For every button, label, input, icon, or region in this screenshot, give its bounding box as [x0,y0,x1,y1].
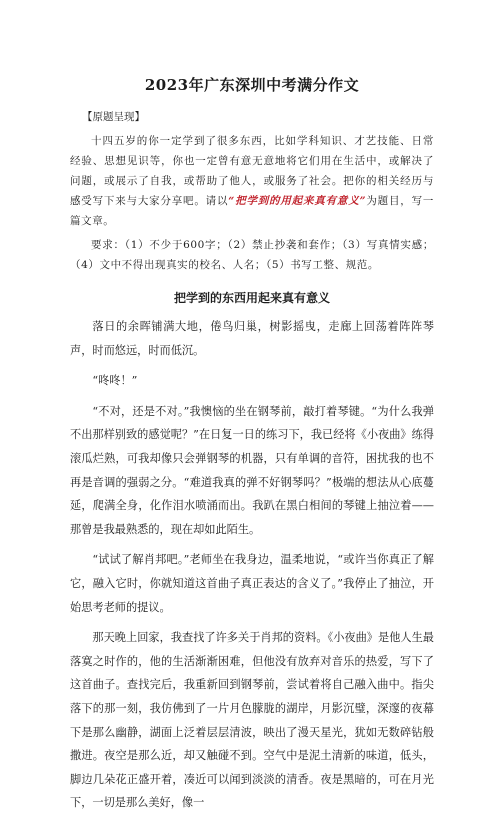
essay-paragraph: “不对，还是不对。”我懊恼的坐在钢琴前，敲打着琴键。“为什么我弹不出那样别致的感觉呢？”在日复一日的练习下，我已经将《小夜曲》练得滚瓜烂熟，可我却像只会弹钢琴的机器，只有单调的音符，困扰我的也不再是音调的强弱之分。“难道我真的弹不好钢琴吗？”极端的想法从心底蔓延，爬满全身，化作泪水喷涌而出。我趴在黑白相间的琴键上抽泣着——那曾是我最熟悉的，现在却如此陌生。 [70,404,434,536]
prompt-title-emphasis: “把学到的用起来真有意义” [228,195,367,207]
essay-paragraph: “咚咚！” [92,374,138,388]
section-label: 【原题呈现】 [82,111,145,123]
essay-paragraph: 那天晚上回家，我查找了许多关于肖邦的资料。《小夜曲》是他人生最落寞之时作的，他的生活渐渐困难，但他没有放弃对音乐的热爱，写下了这首曲子。查找完后，我重新回到钢琴前，尝试着将自己融入曲中。指尖落下的那一刻，我仿佛到了一片月色朦胧的湖岸，月影沉璧，深邃的夜幕下是那么幽静，湖面上泛着层层清波，映出了漫天星光，犹如无数碎钻般撒进。夜空是那么近，却又触碰不到。空气中是泥土清新的味道，低头，脚边几朵花正盛开着，凑近可以闻到淡淡的清香。夜是黑暗的，可在月光下，一切是那么美好，像一 [70,631,434,810]
prompt-paragraph [70,131,434,231]
essay-paragraph: 落日的余晖铺满大地，倦鸟归巢，树影摇曳，走廊上回荡着阵阵琴声，时而悠远，时而低沉。 [70,320,434,357]
document-title: 2023年广东深圳中考满分作文 [144,76,360,94]
essay-title: 把学到的东西用起来真有意义 [173,291,330,305]
essay-paragraph: “试试了解肖邦吧。”老师坐在我身边，温柔地说，“或许当你真正了解它，融入它时，你就知道这首曲子真正表达的含义了。”我停止了抽泣，开始思考老师的提议。 [70,553,434,614]
prompt-text: 十四五岁的你一定学到了很多东西，比如学科知识、才艺技能、日常经验、思想见识等，你也一定曾有意无意地将它们用在生活中，或解决了问题，或展示了自我，或帮助了他人，或服务了社会。把你的相关经历与感受写下来与大家分享吧。请以 [70,135,434,207]
requirements-paragraph: 要求：（1）不少于600字；（2）禁止抄袭和套作；（3）写真情实感；（4）文中不得出现真实的校名、人名；（5）书写工整、规范。 [70,239,434,271]
prompt-text-end: 为题目，写一篇文章。 [70,195,434,227]
